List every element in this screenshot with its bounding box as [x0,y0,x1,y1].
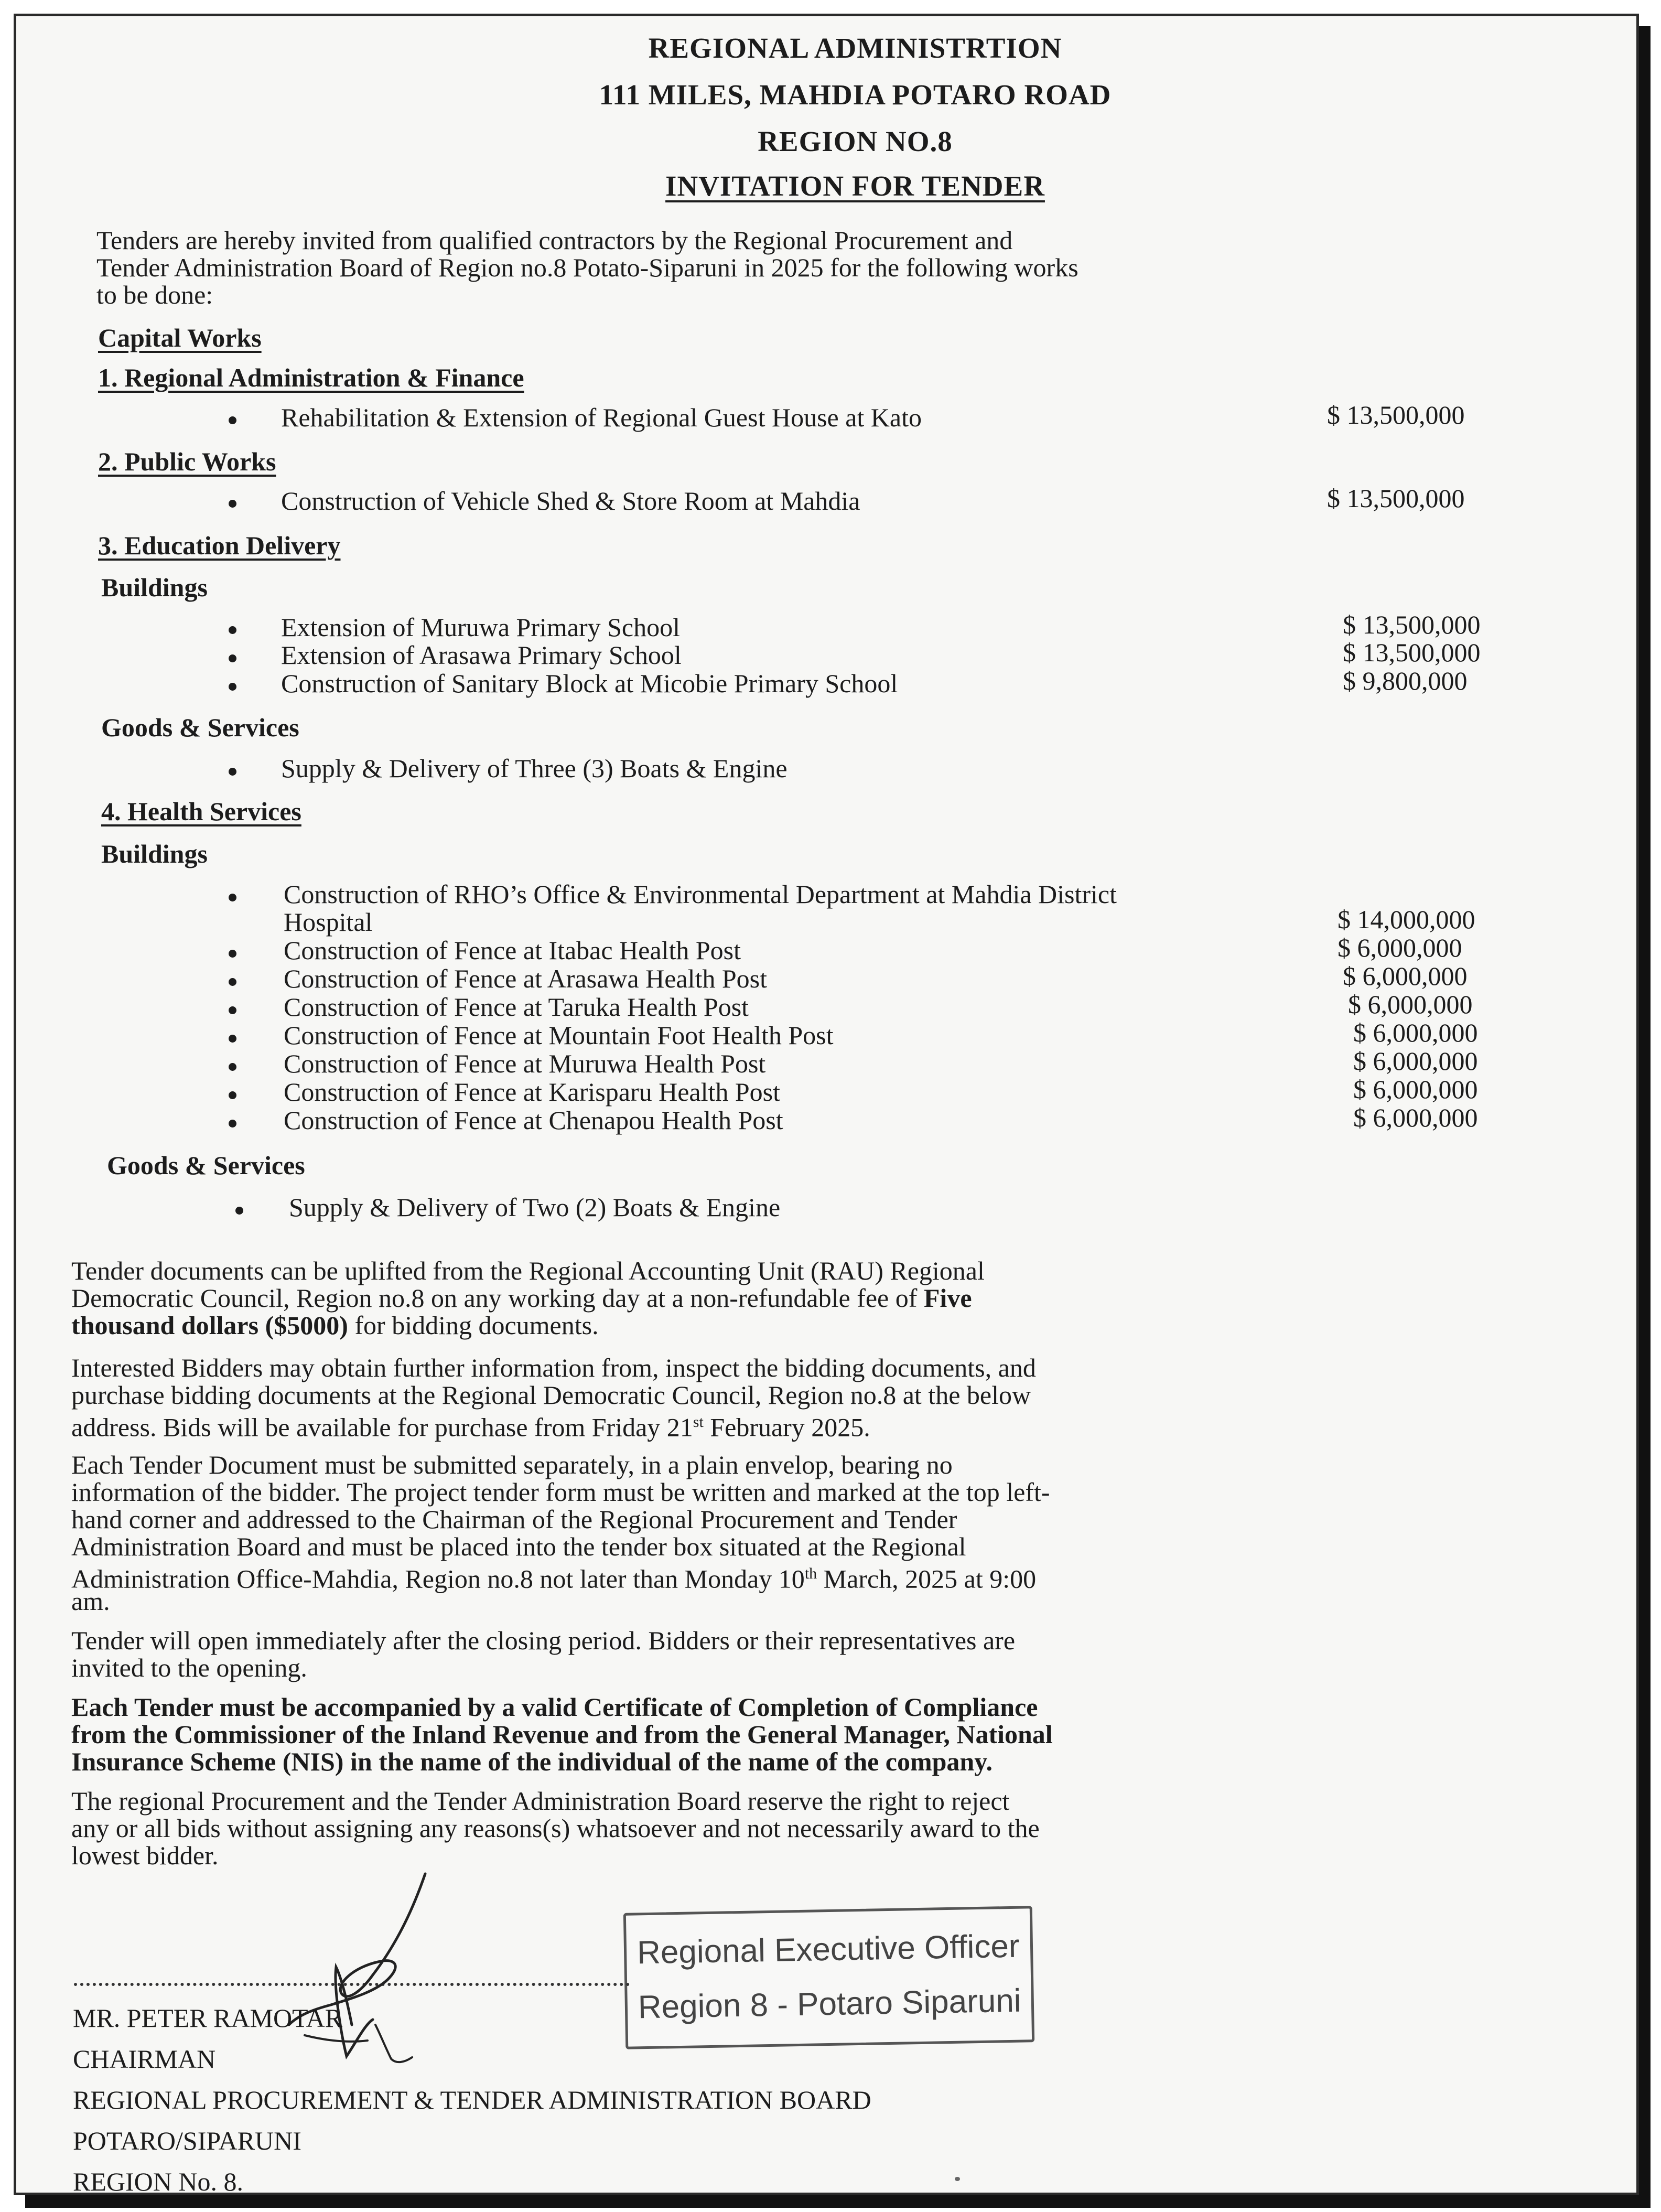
bullet [229,1120,236,1128]
s3-building-2: Extension of Arasawa Primary School [281,640,682,670]
s3-building-3-amount: $ 9,800,000 [1343,666,1468,695]
s4-building-4-amount: $ 6,000,000 [1348,990,1473,1019]
p2-line-3-sup: st [693,1413,704,1431]
signature-scribble [268,1867,488,2077]
bullet [229,416,236,424]
signatory-name: MR. PETER RAMOTAR [73,2003,343,2033]
s4-building-5: Construction of Fence at Mountain Foot Health Post [284,1021,834,1050]
s3-building-1-amount: $ 13,500,000 [1343,610,1481,639]
p2-line-3 [71,1408,870,1442]
s3-building-2-amount: $ 13,500,000 [1343,638,1481,667]
p6-line-1: The regional Procurement and the Tender Administration Board reserve the right to reject [71,1786,1010,1816]
p1-line-2-text: Democratic Council, Region no.8 on any working day at a non-refundable fee of [71,1283,924,1313]
signatory-region: REGION No. 8. [73,2167,243,2196]
s4-building-6-amount: $ 6,000,000 [1353,1046,1478,1076]
s4-building-7-amount: $ 6,000,000 [1353,1075,1478,1104]
s3-goods-1: Supply & Delivery of Three (3) Boats & Engine [281,754,788,783]
bullet [229,978,236,986]
s4-building-6: Construction of Fence at Muruwa Health Post [284,1049,766,1078]
intro-line-3: to be done: [96,280,213,309]
p3-line-5 [71,1560,1036,1593]
p3-line-3: hand corner and addressed to the Chairman of the Regional Procurement and Tender [71,1505,957,1534]
bullet [229,1091,236,1099]
p3-line-5-end: March, 2025 at 9:00 [817,1564,1037,1594]
p3-line-5-sup: th [804,1565,817,1582]
s3-goods-label: Goods & Services [101,713,299,742]
s4-building-1-line2: Hospital [284,907,373,937]
p5-line-3: Insurance Scheme (NIS) in the name of the individual of the name of the company. [71,1747,993,1776]
p3-line-4: Administration Board and must be placed into the tender box situated at the Regional [71,1532,966,1561]
s3-building-1: Extension of Muruwa Primary School [281,613,681,642]
stamp-line-1: Regional Executive Officer [637,1928,1020,1971]
s4-building-4: Construction of Fence at Taruka Health Post [284,992,749,1022]
s4-buildings-label: Buildings [101,839,208,868]
s4-building-2-amount: $ 6,000,000 [1338,933,1462,962]
scan-speck [955,2177,960,2181]
p1-line-3 [71,1311,599,1339]
p3-line-6: am. [71,1586,110,1616]
s4-goods-label: Goods & Services [107,1151,305,1180]
p1-line-3-bold: thousand dollars ($5000) [71,1311,348,1340]
stamp-line-2: Region 8 - Potaro Siparuni [638,1982,1022,2026]
section-1-title: 1. Regional Administration & Finance [98,363,524,392]
bullet [229,894,236,901]
bullet [229,1035,236,1043]
page-title [16,169,1661,202]
bullet [229,950,236,958]
bullet [229,1006,236,1014]
p2-line-2: purchase bidding documents at the Regional Democratic Council, Region no.8 at the below [71,1380,1031,1410]
p1-line-3-text: for bidding documents. [348,1311,599,1340]
s4-building-8: Construction of Fence at Chenapou Health Post [284,1105,783,1135]
signatory-title: CHAIRMAN [73,2044,216,2074]
header-line-1: REGIONAL ADMINISTRTION [648,32,1062,64]
capital-works-heading: Capital Works [98,323,262,352]
bullet [229,683,236,691]
p2-line-1: Interested Bidders may obtain further information from, inspect the bidding documents, and [71,1353,1036,1382]
bullet [235,1207,243,1215]
s4-building-1-amount: $ 14,000,000 [1338,905,1475,934]
s4-building-8-amount: $ 6,000,000 [1353,1103,1478,1132]
p4-line-1: Tender will open immediately after the closing period. Bidders or their representatives are [71,1626,1016,1655]
bullet [229,500,236,508]
s1-item-1-amount: $ 13,500,000 [1327,400,1465,429]
bullet [229,654,236,662]
bullet [229,626,236,634]
p6-line-2: any or all bids without assigning any reasons(s) whatsoever and not necessarily award to the [71,1813,1040,1843]
s2-item-1: Construction of Vehicle Shed & Store Room at Mahdia [281,486,860,516]
s3-building-3: Construction of Sanitary Block at Micobie Primary School [281,669,898,698]
p3-line-2: information of the bidder. The project tender form must be written and marked at the top left- [71,1477,1050,1507]
p3-line-1: Each Tender Document must be submitted separately, in a plain envelop, bearing no [71,1450,953,1479]
p3-line-5-text: Administration Office-Mahdia, Region no.8 not later than Monday 10 [71,1564,805,1594]
s3-buildings-label: Buildings [101,573,208,602]
s4-building-3-amount: $ 6,000,000 [1343,961,1468,991]
page-title-text: INVITATION FOR TENDER [665,170,1045,202]
s4-building-1-line1: Construction of RHO’s Office & Environmental Department at Mahdia District [284,879,1117,909]
s4-building-3: Construction of Fence at Arasawa Health Post [284,964,768,993]
section-4-title: 4. Health Services [101,797,301,826]
intro-line-2: Tender Administration Board of Region no.8 Potato-Siparuni in 2025 for the following works [96,253,1078,282]
intro-line-1: Tenders are hereby invited from qualified contractors by the Regional Procurement and [96,226,1013,255]
s1-item-1: Rehabilitation & Extension of Regional Guest House at Kato [281,403,922,432]
signatory-board: REGIONAL PROCUREMENT & TENDER ADMINISTRATION BOARD [73,2085,871,2114]
tender-notice-page [14,14,1639,2195]
bullet [229,1063,236,1071]
s4-building-5-amount: $ 6,000,000 [1353,1018,1478,1047]
p4-line-2: invited to the opening. [71,1653,307,1682]
p6-line-3: lowest bidder. [71,1841,219,1870]
p1-line-2 [71,1284,972,1312]
p5-line-1: Each Tender must be accompanied by a valid Certificate of Completion of Compliance [71,1692,1038,1722]
p2-line-3-text: address. Bids will be available for purchase from Friday 21 [71,1412,693,1442]
section-2-title: 2. Public Works [98,447,276,476]
p1-line-1: Tender documents can be uplifted from the Regional Accounting Unit (RAU) Regional [71,1256,985,1285]
section-3-title: 3. Education Delivery [98,531,341,560]
signatory-area: POTARO/SIPARUNI [73,2126,301,2155]
s4-goods-1: Supply & Delivery of Two (2) Boats & Engine [289,1193,781,1222]
s2-item-1-amount: $ 13,500,000 [1327,484,1465,513]
s4-building-2: Construction of Fence at Itabac Health Post [284,936,741,965]
bullet [229,768,236,776]
s4-building-7: Construction of Fence at Karisparu Health Post [284,1077,781,1107]
p5-line-2: from the Commissioner of the Inland Revenue and from the General Manager, National [71,1720,1053,1749]
official-stamp [623,1906,1034,2049]
p2-line-3-end: February 2025. [703,1412,870,1442]
p1-line-2-bold: Five [923,1283,972,1313]
header-line-2: 111 MILES, MAHDIA POTARO ROAD [599,79,1112,111]
header-line-3: REGION NO.8 [758,125,953,157]
